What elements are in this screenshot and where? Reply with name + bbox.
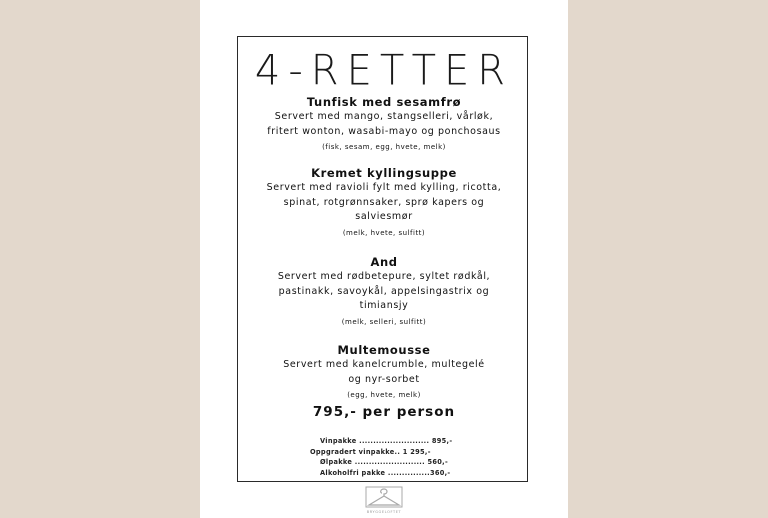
dish-description [0,181,768,225]
package-line: Vinpakke ......................... 895,- [320,437,453,445]
dish-description-line: og nyr-sorbet [348,373,420,385]
dish-description-line: Servert med mango, stangselleri, vårløk, [274,111,494,122]
dish-item [0,255,768,328]
hanger-logo-icon [365,485,403,513]
dish-allergens: (egg, hvete, melk) [347,391,421,399]
logo-text: BRYGGELOFTET [366,510,402,514]
dish-item [0,343,768,401]
dish-description-line: salviesmør [355,211,413,222]
dish-description-line: spinat, rotgrønnsaker, sprø kapers og [283,196,485,208]
package-line: Ølpakke ......................... 560,- [320,458,449,466]
dish-allergens: (melk, hvete, sulfitt) [342,228,426,237]
dish-description [0,270,768,314]
dish-description-line: timiansjy [359,300,409,311]
dish-description-line: Servert med ravioli fylt med kylling, ricotta, [266,182,502,193]
dish-description [0,358,768,387]
dish-item [0,166,768,239]
dish-name: And [370,255,398,269]
dish-description-line: fritert wonton, wasabi-mayo og ponchosaus [267,125,501,137]
dish-description-line: Servert med kanelcrumble, multegelé [283,359,485,370]
package-line: Oppgradert vinpakke.. 1 295,- [310,447,431,456]
dish-item [0,95,768,153]
dish-name: Multemousse [337,343,431,357]
dish-description-line: Servert med rødbetepure, syltet rødkål, [277,271,491,282]
menu-title: 4-RETTER [254,46,514,96]
dish-name: Tunfisk med sesamfrø [306,95,462,109]
dish-allergens: (melk, selleri, sulfitt) [341,317,427,326]
dish-description-line: pastinakk, savoykål, appelsingastrix og [278,285,490,297]
drink-packages [310,436,460,478]
dish-name: Kremet kyllingsuppe [311,166,457,180]
dish-allergens: (fisk, sesam, egg, hvete, melk) [322,143,446,151]
package-line: Alkoholfri pakke ...............360,- [320,468,451,477]
price-per-person: 795,- per person [312,404,456,420]
dish-description [0,110,768,139]
